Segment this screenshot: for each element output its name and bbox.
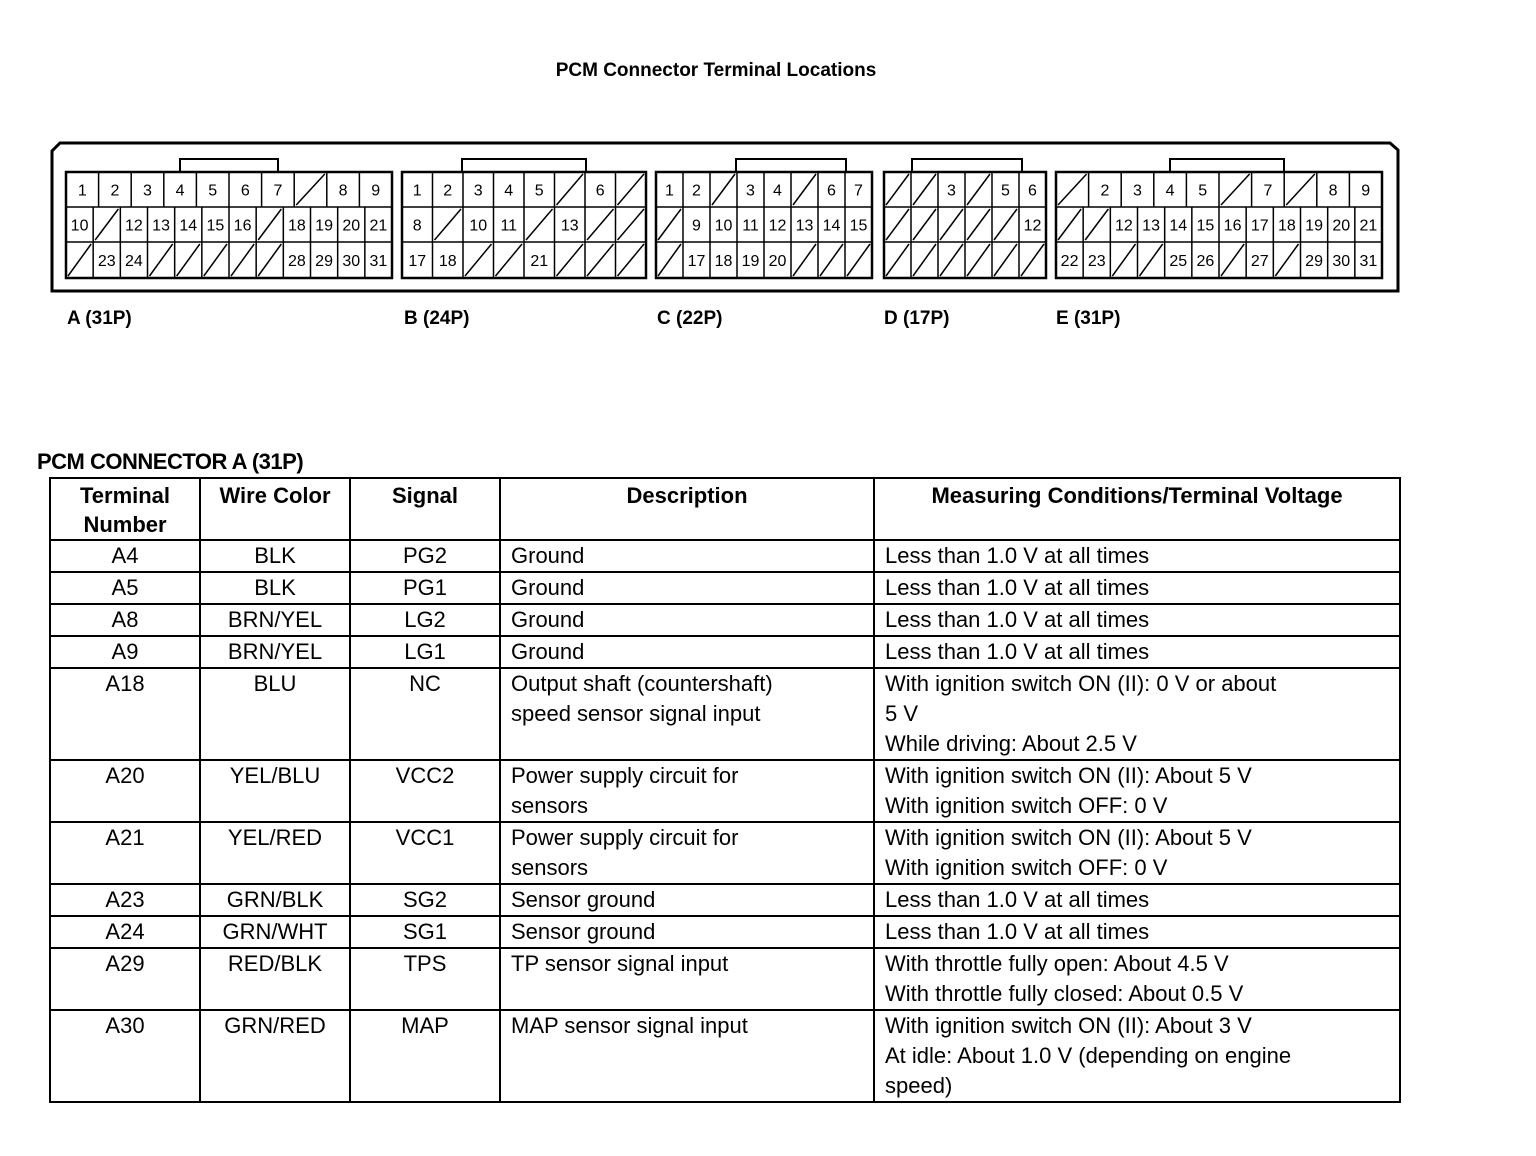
table-row [50,948,1400,1010]
pin-number: 21 [530,253,549,270]
blank-pin-mark [1112,244,1135,276]
pin-number: 9 [1361,182,1371,200]
cell-conditions-line: With throttle fully open: About 4.5 V [885,951,1229,976]
cell-conditions [874,948,1400,1010]
blank-pin-mark [618,244,645,276]
cell-wire-color: GRN/RED [200,1010,350,1102]
pin-number: 6 [1028,182,1037,200]
cell-conditions-line: With ignition switch OFF: 0 V [885,793,1168,818]
pin-number: 19 [315,217,333,235]
header-description: Description [500,478,874,540]
pin-number: 11 [742,217,759,235]
blank-pin-mark [618,209,645,240]
blank-pin-mark [496,244,523,276]
pin-number: 20 [1332,217,1351,235]
blank-pin-mark [465,244,492,276]
cell-conditions-line: With ignition switch ON (II): About 3 V [885,1013,1252,1038]
pin-number: 8 [338,182,348,200]
pin-number: 5 [1198,182,1208,200]
cell-description-line: Ground [511,639,585,664]
blank-pin-mark [95,209,118,240]
blank-pin-mark [150,244,173,276]
cell-terminal: A8 [50,604,200,636]
blank-pin-mark [967,244,990,276]
cell-terminal: A30 [50,1010,200,1102]
cell-description [500,916,874,948]
pin-number: 13 [1142,217,1160,235]
pin-number: 12 [1115,217,1133,235]
blank-pin-mark [296,174,325,205]
cell-description [500,760,874,822]
blank-pin-mark [68,244,91,276]
cell-description-line: Power supply circuit for [511,825,739,850]
blank-pin-mark [1140,244,1163,276]
cell-conditions-line: Less than 1.0 V at all times [885,607,1150,632]
table-row [50,540,1400,572]
connector-b-label: B (24P) [404,308,470,329]
connector-e-label: E (31P) [1056,308,1121,329]
blank-pin-mark [820,244,843,276]
cell-conditions-line: While driving: About 2.5 V [885,731,1137,756]
connector-d [884,159,1046,278]
cell-terminal: A21 [50,822,200,884]
cell-conditions [874,760,1400,822]
pin-number: 31 [369,253,388,270]
pin-number: 2 [443,182,453,200]
cell-terminal: A23 [50,884,200,916]
cell-description-line: sensors [511,855,589,880]
blank-pin-mark [1058,174,1087,205]
cell-terminal: A5 [50,572,200,604]
pin-number: 10 [714,217,733,235]
cell-description-line: Ground [511,543,585,568]
cell-conditions-line: speed) [885,1073,953,1098]
table-row [50,760,1400,822]
blank-pin-mark [258,209,281,240]
pin-number: 1 [77,182,87,200]
cell-conditions-line: Less than 1.0 V at all times [885,919,1150,944]
pin-number: 17 [687,253,706,270]
cell-signal: SG1 [350,916,500,948]
blank-pin-mark [258,244,281,276]
table-row [50,604,1400,636]
cell-wire-color: BLK [200,540,350,572]
cell-description [500,668,874,760]
pin-number: 12 [125,217,143,235]
pin-number: 17 [408,253,427,270]
cell-description-line: Ground [511,607,585,632]
pin-number: 7 [854,182,863,200]
pin-number: 31 [1359,253,1378,270]
cell-conditions-line: Less than 1.0 V at all times [885,639,1150,664]
pin-number: 3 [1133,182,1142,200]
blank-pin-mark [231,244,254,276]
cell-conditions-line: At idle: About 1.0 V (depending on engine [885,1043,1292,1068]
cell-description [500,636,874,668]
cell-conditions [874,1010,1400,1102]
cell-wire-color: RED/BLK [200,948,350,1010]
cell-description [500,1010,874,1102]
cell-terminal: A4 [50,540,200,572]
pin-number: 13 [152,217,170,235]
pin-number: 6 [240,182,250,200]
diagram-title: PCM Connector Terminal Locations [555,60,877,81]
cell-description [500,822,874,884]
pin-number: 19 [1305,217,1323,235]
blank-pin-mark [1275,244,1298,276]
pin-number: 23 [97,253,116,270]
cell-description-line: Sensor ground [511,887,656,912]
blank-pin-mark [913,209,936,240]
pin-number: 4 [175,182,185,200]
pin-number: 18 [438,253,457,270]
pin-number: 21 [1359,217,1378,235]
pin-number: 4 [773,182,782,200]
cell-signal: NC [350,668,500,760]
pin-number: 15 [849,217,868,235]
cell-description-line: MAP sensor signal input [511,1013,748,1038]
blank-pin-mark [1021,244,1044,276]
table-header-row [50,478,1400,540]
pin-number: 3 [746,182,755,200]
pin-number: 11 [500,217,518,235]
blank-pin-mark [847,244,870,276]
cell-terminal: A9 [50,636,200,668]
cell-terminal: A29 [50,948,200,1010]
cell-conditions [874,572,1400,604]
cell-conditions [874,540,1400,572]
cell-conditions-line: 5 V [885,701,919,726]
cell-signal: VCC2 [350,760,500,822]
cell-description-line: Sensor ground [511,919,656,944]
pin-number: 24 [125,253,143,270]
pin-number: 9 [371,182,381,200]
header-wire-color: Wire Color [200,478,350,540]
table-row [50,636,1400,668]
pin-number: 28 [288,253,306,270]
pin-number: 26 [1196,253,1215,270]
connector-a-label: A (31P) [67,308,132,329]
pin-number: 3 [473,182,483,200]
pin-number: 2 [110,182,120,200]
pin-number: 18 [714,253,733,270]
pin-number: 13 [560,217,579,235]
table-row [50,884,1400,916]
connector-a [66,159,392,278]
cell-wire-color: BRN/YEL [200,604,350,636]
pin-number: 2 [692,182,701,200]
cell-description-line: TP sensor signal input [511,951,729,976]
header-terminal-number: Terminal Number [50,478,200,540]
cell-conditions-line: With ignition switch ON (II): About 5 V [885,763,1252,788]
connector-b [402,159,646,278]
cell-conditions-line: Less than 1.0 V at all times [885,575,1150,600]
pin-number: 17 [1250,217,1269,235]
blank-pin-mark [967,174,990,205]
table-row [50,572,1400,604]
cell-conditions-line: With ignition switch OFF: 0 V [885,855,1168,880]
cell-conditions [874,636,1400,668]
pin-number: 19 [741,253,760,270]
table-row [50,916,1400,948]
pin-number: 4 [504,182,514,200]
cell-description [500,540,874,572]
pin-number: 3 [143,182,152,200]
pin-number: 5 [534,182,544,200]
blank-pin-mark [940,209,963,240]
connector-d-label: D (17P) [884,308,950,329]
connector-e [1056,159,1382,278]
pin-number: 29 [315,253,333,270]
blank-pin-mark [886,209,909,240]
pin-number: 14 [822,217,841,235]
cell-terminal: A18 [50,668,200,760]
blank-pin-mark [587,209,614,240]
cell-conditions [874,916,1400,948]
blank-pin-mark [587,244,614,276]
cell-signal: PG1 [350,572,500,604]
pin-number: 8 [1328,182,1338,200]
cell-conditions [874,822,1400,884]
connector-c-label: C (22P) [657,308,723,329]
terminal-table [49,477,1401,1103]
header-conditions: Measuring Conditions/Terminal Voltage [874,478,1400,540]
cell-description-line: Ground [511,575,585,600]
pin-number: 20 [768,253,787,270]
pin-number: 5 [208,182,218,200]
cell-signal: MAP [350,1010,500,1102]
blank-pin-mark [994,209,1017,240]
cell-conditions-line: Less than 1.0 V at all times [885,543,1150,568]
pin-number: 20 [342,217,361,235]
pin-number: 10 [70,217,89,235]
blank-pin-mark [658,209,681,240]
pin-number: 7 [1263,182,1273,200]
cell-terminal: A24 [50,916,200,948]
blank-pin-mark [913,174,936,205]
blank-pin-mark [886,174,909,205]
table-row [50,668,1400,760]
cell-signal: LG1 [350,636,500,668]
cell-description-line: speed sensor signal input [511,701,761,726]
pin-number: 21 [369,217,388,235]
cell-conditions [874,604,1400,636]
pin-number: 18 [288,217,306,235]
pin-number: 8 [412,217,422,235]
cell-description [500,884,874,916]
blank-pin-mark [793,174,816,205]
blank-pin-mark [1286,174,1315,205]
blank-pin-mark [526,209,553,240]
cell-signal: SG2 [350,884,500,916]
cell-terminal: A20 [50,760,200,822]
pin-number: 14 [1169,217,1188,235]
blank-pin-mark [1221,174,1250,205]
blank-pin-mark [618,174,645,205]
cell-signal: TPS [350,948,500,1010]
pin-number: 15 [206,217,225,235]
pin-number: 30 [1332,253,1351,270]
pin-number: 22 [1060,253,1079,270]
cell-description-line: Output shaft (countershaft) [511,671,773,696]
cell-conditions [874,668,1400,760]
cell-wire-color: GRN/WHT [200,916,350,948]
blank-pin-mark [1221,244,1244,276]
blank-pin-mark [557,174,584,205]
header-signal: Signal [350,478,500,540]
blank-pin-mark [940,244,963,276]
blank-pin-mark [1085,209,1108,240]
pin-number: 14 [179,217,198,235]
table-title: PCM CONNECTOR A (31P) [37,449,304,474]
cell-description-line: sensors [511,793,589,818]
pin-number: 6 [827,182,836,200]
pin-number: 10 [469,217,488,235]
pin-number: 15 [1196,217,1215,235]
blank-pin-mark [913,244,936,276]
cell-wire-color: BRN/YEL [200,636,350,668]
blank-pin-mark [658,244,681,276]
pin-number: 7 [273,182,283,200]
cell-wire-color: YEL/RED [200,822,350,884]
cell-conditions-line: With throttle fully closed: About 0.5 V [885,981,1244,1006]
blank-pin-mark [435,209,462,240]
pin-number: 5 [1001,182,1010,200]
cell-conditions-line: Less than 1.0 V at all times [885,887,1150,912]
blank-pin-mark [204,244,227,276]
cell-wire-color: YEL/BLU [200,760,350,822]
pin-number: 6 [595,182,605,200]
pin-number: 23 [1087,253,1106,270]
pin-number: 29 [1305,253,1323,270]
cell-description [500,572,874,604]
cell-conditions-line: With ignition switch ON (II): 0 V or about [885,671,1277,696]
blank-pin-mark [557,244,584,276]
pin-number: 1 [412,182,422,200]
pin-number: 25 [1169,253,1188,270]
pin-number: 1 [665,182,674,200]
pin-number: 2 [1100,182,1110,200]
pin-number: 13 [795,217,814,235]
cell-description-line: Power supply circuit for [511,763,739,788]
connector-diagram [0,0,1536,300]
pin-number: 30 [342,253,361,270]
cell-description [500,604,874,636]
pin-number: 12 [768,217,787,235]
cell-signal: VCC1 [350,822,500,884]
cell-wire-color: GRN/BLK [200,884,350,916]
blank-pin-mark [967,209,990,240]
table-row [50,1010,1400,1102]
table-row [50,822,1400,884]
blank-pin-mark [1058,209,1081,240]
pin-number: 3 [947,182,956,200]
cell-signal: LG2 [350,604,500,636]
cell-conditions-line: With ignition switch ON (II): About 5 V [885,825,1252,850]
blank-pin-mark [886,244,909,276]
pin-number: 27 [1250,253,1269,270]
pin-number: 16 [1223,217,1242,235]
cell-signal: PG2 [350,540,500,572]
pin-number: 12 [1023,217,1042,235]
cell-description [500,948,874,1010]
connector-c [656,159,872,278]
blank-pin-mark [712,174,735,205]
pin-number: 16 [233,217,252,235]
blank-pin-mark [177,244,200,276]
cell-wire-color: BLU [200,668,350,760]
blank-pin-mark [994,244,1017,276]
pin-number: 4 [1165,182,1175,200]
cell-wire-color: BLK [200,572,350,604]
pin-number: 18 [1278,217,1296,235]
pin-number: 9 [692,217,701,235]
blank-pin-mark [793,244,816,276]
cell-conditions [874,884,1400,916]
